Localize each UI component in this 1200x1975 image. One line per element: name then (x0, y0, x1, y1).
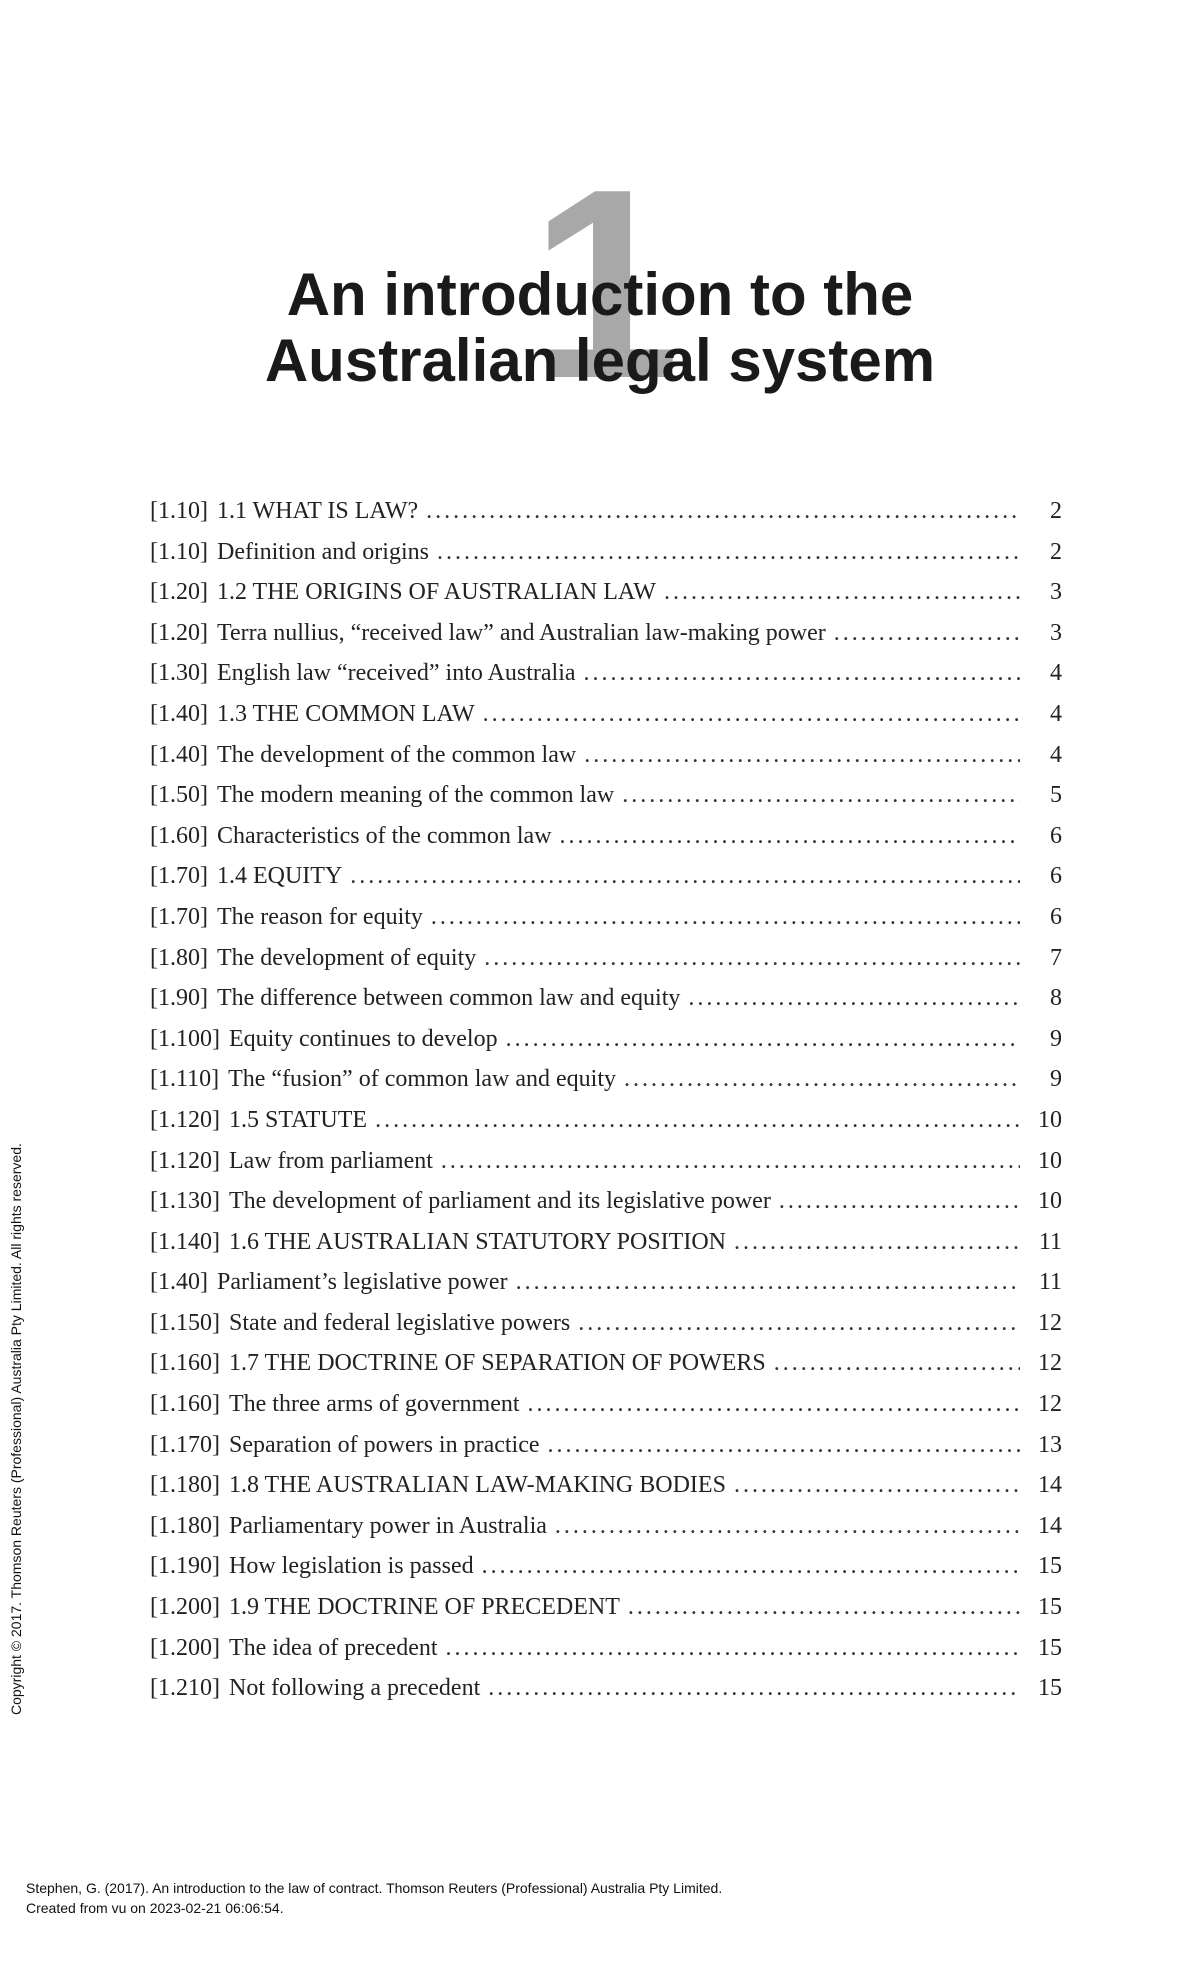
toc-entry-ref: [1.170] (150, 1431, 220, 1458)
toc-entry-ref: [1.40] (150, 1269, 208, 1296)
toc-entry[interactable] (150, 1229, 1062, 1270)
toc-dot-leader (446, 1635, 1020, 1662)
toc-entry-title: Parliamentary power in Australia (228, 1512, 547, 1539)
toc-entry-page-number: 8 (1050, 985, 1062, 1012)
toc-entry-ref: [1.10] (150, 538, 208, 565)
table-of-contents (150, 498, 1062, 1716)
toc-dot-leader (578, 1310, 1020, 1337)
toc-entry-page-number: 10 (1038, 1147, 1062, 1174)
toc-entry[interactable] (150, 1026, 1062, 1067)
toc-entry-page-number: 11 (1038, 1269, 1062, 1296)
toc-entry[interactable] (150, 1513, 1062, 1554)
toc-entry[interactable] (150, 1350, 1062, 1391)
toc-dot-leader (506, 1026, 1020, 1053)
toc-entry-ref: [1.160] (150, 1350, 220, 1377)
toc-entry[interactable] (150, 1432, 1062, 1473)
toc-entry-page-number: 7 (1050, 944, 1062, 971)
toc-entry-page-number: 3 (1050, 579, 1062, 606)
toc-entry-title: Separation of powers in practice (228, 1431, 540, 1458)
chapter-title-line-1: An introduction to the (286, 261, 914, 328)
toc-entry-ref: [1.70] (150, 903, 208, 930)
toc-entry-page-number: 10 (1038, 1106, 1062, 1133)
toc-entry-page-number: 4 (1050, 700, 1062, 727)
toc-entry-title: 1.5 STATUTE (228, 1106, 368, 1133)
toc-entry-page-number: 14 (1038, 1512, 1062, 1539)
toc-entry[interactable] (150, 782, 1062, 823)
citation-line-2: Created from vu on 2023-02-21 06:06:54. (26, 1900, 284, 1916)
toc-entry[interactable] (150, 620, 1062, 661)
toc-entry-title: The three arms of government (228, 1391, 520, 1418)
toc-entry[interactable] (150, 1472, 1062, 1513)
toc-entry[interactable] (150, 660, 1062, 701)
chapter-title-line-2: Australian legal system (264, 327, 936, 394)
toc-dot-leader (624, 1066, 1020, 1093)
toc-entry-ref: [1.30] (150, 660, 208, 687)
toc-entry-ref: [1.140] (150, 1228, 220, 1255)
toc-entry-page-number: 12 (1038, 1309, 1062, 1336)
toc-entry-title: 1.9 THE DOCTRINE OF PRECEDENT (228, 1594, 620, 1621)
toc-entry-ref: [1.200] (150, 1594, 220, 1621)
toc-entry-page-number: 9 (1050, 1025, 1062, 1052)
toc-entry-page-number: 9 (1050, 1066, 1062, 1093)
toc-entry-title: 1.3 THE COMMON LAW (216, 700, 475, 727)
toc-entry-title: The difference between common law and equity (216, 985, 681, 1012)
toc-entry[interactable] (150, 1188, 1062, 1229)
toc-entry-title: Terra nullius, “received law” and Australian law-making power (216, 619, 826, 646)
toc-dot-leader (482, 1553, 1020, 1580)
toc-entry-page-number: 4 (1050, 660, 1062, 687)
toc-entry-title: The “fusion” of common law and equity (228, 1066, 616, 1093)
toc-entry-title: 1.7 THE DOCTRINE OF SEPARATION OF POWERS (228, 1350, 766, 1377)
toc-dot-leader (622, 782, 1020, 809)
citation-footer (26, 1878, 722, 1918)
toc-entry[interactable] (150, 498, 1062, 539)
toc-entry-ref: [1.110] (150, 1066, 220, 1093)
toc-dot-leader (584, 742, 1020, 769)
toc-entry-ref: [1.200] (150, 1634, 220, 1661)
toc-entry-ref: [1.160] (150, 1391, 220, 1418)
toc-entry-ref: [1.120] (150, 1106, 220, 1133)
toc-entry-page-number: 12 (1038, 1350, 1062, 1377)
citation-line-1: Stephen, G. (2017). An introduction to the law of contract. Thomson Reuters (Professional) Australia Pty Limited. (26, 1880, 723, 1896)
toc-entry-title: Equity continues to develop (228, 1025, 498, 1052)
toc-entry-ref: [1.130] (150, 1188, 220, 1215)
toc-entry[interactable] (150, 539, 1062, 580)
toc-entry-title: Parliament’s legislative power (216, 1269, 508, 1296)
toc-dot-leader (560, 823, 1020, 850)
toc-entry-ref: [1.60] (150, 822, 208, 849)
toc-entry-page-number: 14 (1038, 1472, 1062, 1499)
toc-entry-ref: [1.180] (150, 1472, 220, 1499)
toc-entry-ref: [1.100] (150, 1025, 220, 1052)
toc-entry[interactable] (150, 1594, 1062, 1635)
toc-entry-ref: [1.190] (150, 1553, 220, 1580)
toc-dot-leader (375, 1107, 1020, 1134)
toc-dot-leader (664, 579, 1020, 606)
toc-entry-ref: [1.80] (150, 944, 208, 971)
toc-dot-leader (774, 1350, 1020, 1377)
toc-dot-leader (426, 498, 1020, 525)
toc-dot-leader (528, 1391, 1020, 1418)
toc-dot-leader (488, 1675, 1020, 1702)
toc-dot-leader (483, 701, 1020, 728)
toc-entry[interactable] (150, 1675, 1062, 1716)
toc-entry-page-number: 6 (1050, 822, 1062, 849)
toc-entry-title: 1.2 THE ORIGINS OF AUSTRALIAN LAW (216, 579, 656, 606)
toc-entry-page-number: 10 (1038, 1188, 1062, 1215)
toc-entry[interactable] (150, 863, 1062, 904)
toc-entry[interactable] (150, 1391, 1062, 1432)
toc-entry[interactable] (150, 1310, 1062, 1351)
toc-entry-page-number: 15 (1038, 1594, 1062, 1621)
toc-dot-leader (431, 904, 1020, 931)
toc-dot-leader (516, 1269, 1020, 1296)
toc-entry-page-number: 3 (1050, 619, 1062, 646)
toc-entry-title: How legislation is passed (228, 1553, 474, 1580)
toc-entry[interactable] (150, 701, 1062, 742)
toc-entry-ref: [1.150] (150, 1309, 220, 1336)
toc-dot-leader (779, 1188, 1020, 1215)
toc-entry-title: The idea of precedent (228, 1634, 438, 1661)
toc-entry-page-number: 2 (1050, 538, 1062, 565)
toc-dot-leader (555, 1513, 1020, 1540)
toc-entry[interactable] (150, 579, 1062, 620)
toc-entry-title: English law “received” into Australia (216, 660, 576, 687)
toc-dot-leader (628, 1594, 1020, 1621)
toc-entry-title: Characteristics of the common law (216, 822, 552, 849)
toc-entry-page-number: 2 (1050, 498, 1062, 524)
toc-dot-leader (734, 1472, 1020, 1499)
toc-entry-page-number: 15 (1038, 1553, 1062, 1580)
toc-entry-ref: [1.20] (150, 579, 208, 606)
toc-entry[interactable] (150, 1066, 1062, 1107)
toc-dot-leader (350, 863, 1020, 890)
toc-entry-ref: [1.120] (150, 1147, 220, 1174)
toc-entry-ref: [1.40] (150, 741, 208, 768)
toc-entry[interactable] (150, 1269, 1062, 1310)
toc-entry-page-number: 6 (1050, 903, 1062, 930)
toc-entry-ref: [1.180] (150, 1512, 220, 1539)
toc-entry-title: The development of the common law (216, 741, 577, 768)
toc-entry-page-number: 5 (1050, 782, 1062, 809)
toc-entry-page-number: 11 (1038, 1228, 1062, 1255)
toc-entry-title: Not following a precedent (228, 1675, 481, 1702)
toc-entry-title: 1.8 THE AUSTRALIAN LAW-MAKING BODIES (228, 1472, 726, 1499)
toc-entry[interactable] (150, 742, 1062, 783)
toc-entry[interactable] (150, 945, 1062, 986)
toc-dot-leader (441, 1148, 1020, 1175)
toc-entry-ref: [1.50] (150, 782, 208, 809)
toc-entry-page-number: 15 (1038, 1634, 1062, 1661)
toc-entry-page-number: 12 (1038, 1391, 1062, 1418)
toc-entry[interactable] (150, 1635, 1062, 1676)
toc-entry[interactable] (150, 1107, 1062, 1148)
toc-entry-title: State and federal legislative powers (228, 1309, 571, 1336)
toc-entry-page-number: 4 (1050, 741, 1062, 768)
toc-entry-ref: [1.210] (150, 1675, 220, 1702)
toc-entry-ref: [1.90] (150, 985, 208, 1012)
toc-entry-ref: [1.40] (150, 700, 208, 727)
toc-dot-leader (834, 620, 1020, 647)
toc-entry-title: The reason for equity (216, 903, 423, 930)
chapter-number: 1 (530, 134, 681, 435)
toc-dot-leader (584, 660, 1020, 687)
toc-entry-page-number: 13 (1038, 1431, 1062, 1458)
toc-dot-leader (734, 1229, 1020, 1256)
toc-entry-page-number: 6 (1050, 863, 1062, 890)
toc-dot-leader (688, 985, 1020, 1012)
toc-entry-page-number: 15 (1038, 1675, 1062, 1702)
toc-entry[interactable] (150, 1553, 1062, 1594)
toc-entry-ref: [1.70] (150, 863, 208, 890)
toc-dot-leader (484, 945, 1020, 972)
chapter-title (0, 262, 1200, 394)
toc-entry[interactable] (150, 823, 1062, 864)
toc-entry-title: The development of parliament and its legislative power (228, 1188, 771, 1215)
toc-dot-leader (437, 539, 1020, 566)
toc-entry-title: 1.1 WHAT IS LAW? (216, 498, 419, 524)
side-copyright-notice: Copyright © 2017. Thomson Reuters (Professional) Australia Pty Limited. All rights reserved. (8, 1143, 24, 1715)
toc-entry[interactable] (150, 1148, 1062, 1189)
toc-entry[interactable] (150, 904, 1062, 945)
toc-entry-ref: [1.10] (150, 498, 208, 524)
toc-dot-leader (548, 1432, 1020, 1459)
toc-entry-ref: [1.20] (150, 619, 208, 646)
toc-entry-title: Law from parliament (228, 1147, 433, 1174)
toc-entry-title: 1.4 EQUITY (216, 863, 343, 890)
toc-entry-title: Definition and origins (216, 538, 429, 565)
toc-entry[interactable] (150, 985, 1062, 1026)
toc-entry-title: The modern meaning of the common law (216, 782, 615, 809)
toc-entry-title: The development of equity (216, 944, 477, 971)
toc-entry-title: 1.6 THE AUSTRALIAN STATUTORY POSITION (228, 1228, 726, 1255)
